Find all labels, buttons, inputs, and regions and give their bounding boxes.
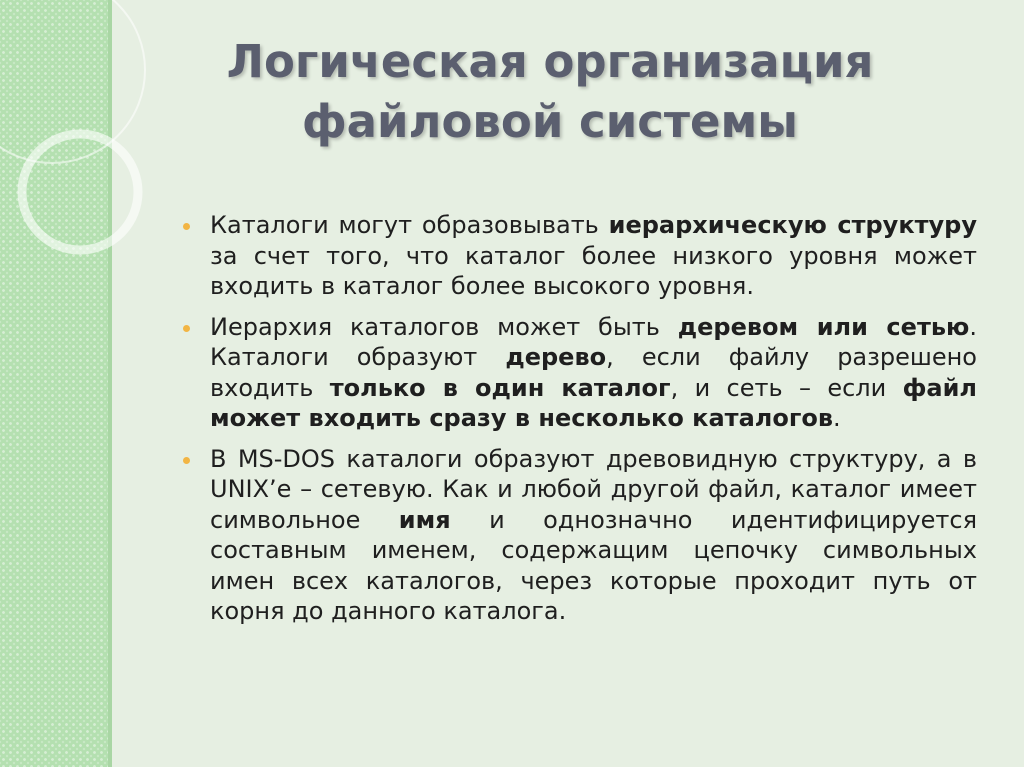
bullet-dot-icon xyxy=(183,325,190,332)
bold-term: деревом или сетью xyxy=(677,312,970,341)
bold-term: только в один каталог xyxy=(329,373,671,402)
text-segment: В MS-DOS каталоги образуют древовидную структуру, а в UNIX’е – сетевую. Как и любой другой файл, каталог имеет символьное xyxy=(210,444,977,534)
bullet-text xyxy=(210,444,977,627)
text-segment: , если файлу разрешено входить xyxy=(210,343,977,402)
title-line-1: Логическая организация xyxy=(226,35,874,88)
bold-term: имя xyxy=(398,505,451,534)
slide-title xyxy=(180,32,920,152)
bullet-item xyxy=(182,312,977,434)
text-segment: и однозначно идентифицируется составным именем, содержащим цепочку символьных имен всех каталогов, через которые проходит путь от корня до данного каталога. xyxy=(210,505,977,625)
text-segment: Иерархия каталогов может быть xyxy=(210,312,678,341)
title-line-2: файловой системы xyxy=(302,95,798,148)
bold-term: дерево xyxy=(505,343,607,371)
bold-term: иерархическую структуру xyxy=(608,211,977,239)
bullet-text xyxy=(210,210,977,302)
bullet-item xyxy=(182,444,977,627)
bullet-item xyxy=(182,210,977,302)
text-segment: . xyxy=(833,404,841,432)
text-segment: . Каталоги образуют xyxy=(210,312,977,371)
bullet-dot-icon xyxy=(183,457,190,464)
text-segment: Каталоги могут образовывать xyxy=(210,211,609,239)
text-segment: за счет того, что каталог более низкого уровня может входить в каталог более высокого уровня. xyxy=(210,241,977,300)
bullet-list xyxy=(182,210,977,637)
text-segment: , и сеть – если xyxy=(670,373,903,402)
decorative-circles xyxy=(0,0,170,300)
small-ring xyxy=(22,134,138,250)
bullet-text xyxy=(210,312,977,434)
bold-term: файл может входить сразу в несколько каталогов xyxy=(210,373,978,432)
bullet-dot-icon xyxy=(183,223,190,230)
